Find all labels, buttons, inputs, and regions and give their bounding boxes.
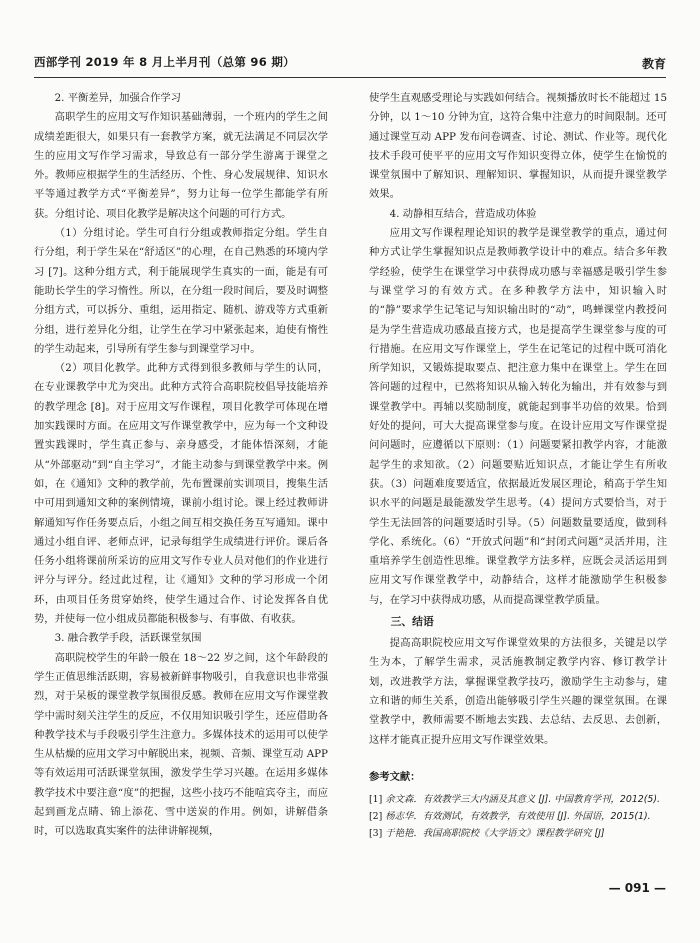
reference-number: [3] [369,828,383,840]
reference-item [369,825,667,842]
section-heading: 3. 融合教学手段，活跃课堂氛围 [54,632,202,645]
reference-number: [1] [369,794,383,806]
reference-text: 于艳艳．我国高职院校《大学语文》课程教学研究 [J] [385,828,605,840]
paragraph: 高职院校学生的年龄一般在 18～22 岁之间，这个年龄段的学生正值思维活跃期，容易被新鲜事物吸引，自我意识也非常强烈，对于呆板的课堂教学氛围很反感。教师在应用文写作课堂教学中需时刻关注学生的反应，不仅用知识吸引学生，还应借助各种教学技术与手段吸引学生注意力。多媒体技术的运用可以使学生从枯燥的应用文学习中解脱出来，视频、音频、课堂互动 APP 等有效运用可活跃课堂氛围，激发学生学习兴趣。在运用多媒体教学技术中要注意“度”的把握，这些小技巧不能喧宾夺主，而应起到画龙点睛、锦上添花、雪中送炭的作用。例如，讲解借条时，可以选取真实案件的法律讲解视频， [34,651,328,838]
running-header [34,52,666,72]
header-rule [34,77,666,78]
reference-item [369,791,667,808]
reference-text: 杨志华．有效测试，有效教学，有效使用 [J]. 外国语，2015(1). [385,811,651,823]
left-column [34,89,328,842]
section-heading: 4. 动静相互结合，营造成功体验 [389,207,537,220]
reference-text: 余文森．有效教学三大内涵及其意义 [J]. 中国教育学刊，2012(5). [385,794,661,806]
section-heading: 三、结语 [390,615,434,629]
reference-number: [2] [369,811,383,823]
paragraph: （2）项目化教学。此种方式得到很多教师与学生的认同，在专业课教学中尤为突出。此种方式符合高职院校倡导技能培养的教学理念 [8]。对于应用文写作课程，项目化教学可体现在增加实践课时方面。在应用文写作课堂教学中，应为每一个文种设置实践课时，学生真正参与、亲身感受，才能体悟深刻，才能从“外部驱动”到“自主学习”，才能主动参与到课堂教学中来。例如，在《通知》文种的教学前，先布置课前实训项目，搜集生活中可用到通知文种的案例情境，课前小组讨论。课上经过教师讲解通知写作任务要点后，小组之间互相交换任务互写通知。课中通过小组自评、老师点评，记录每组学生成绩进行评价。课后各任务小组将课前所采访的应用文写作专业人员对他们的作业进行评分与评分。经过此过程，让《通知》文种的学习形成一个闭环，由项目任务贯穿始终，使学生通过合作、讨论发挥各自优势，并使每一位小组成员都能积极参与、有事做、有收获。 [34,362,328,626]
journal-title: 西部学刊 2019 年 8 月上半月刊（总第 96 期） [34,55,295,69]
paragraph: 提高高职院校应用文写作课堂效果的方法很多，关键是以学生为本，了解学生需求，灵活施教制定教学内容、修订教学计划，改进教学方法，掌握课堂教学技巧，激励学生主动参与，建立和谐的师生关系，创造出能够吸引学生兴趣的课堂氛围。在课堂教学中，教师需要不断地去实践、去总结、去反思、去创新，这样才能真正提升应用文写作课堂效果。 [369,637,667,746]
references-list [369,791,667,842]
paragraph: 使学生直观感受理论与实践如何结合。视频播放时长不能超过 15 分钟，以 1～10 分钟为宜，这符合集中注意力的时间限制。还可通过课堂互动 APP 发布问卷调查、讨论、测试、作业等。现代化技术手段可使平平的应用文写作知识变得立体，使学生在愉悦的课堂氛围中了解知识、理解知识、掌握知识，从而提升课堂教学效果。 [369,92,667,201]
section-heading: 2. 平衡差异，加强合作学习 [54,92,181,104]
paragraph: （1）分组讨论。学生可自行分组或教师指定分组。学生自行分组，利于学生呆在“舒适区”的心理，在自己熟悉的环境内学习 [7]。这种分组方式，利于能展现学生真实的一面，能是有可能助长学生的学习惰性。所以，在分组一段时间后，要及时调整分组方式，可以拆分、重组，运用指定、随机、游戏等方式重新分组，进行差异化分组，让学生在学习中紧张起来，迫使有惰性的学生动起来，引导所有学生参与到课堂学习中。 [34,227,328,355]
page-number: — 091 — [608,881,666,895]
paragraph: 应用文写作课程理论知识的教学是课堂教学的重点，通过何种方式让学生掌握知识点是教师教学设计中的难点。结合多年教学经验，使学生在课堂学习中获得成功感与幸福感是吸引学生参与课堂学习的有效方式。在多种教学方法中，知识输入时的“静”要求学生记笔记与知识输出时的“动”，鸣蝉课堂内教授问是为学生营造成功感最直接方式，也是提高学生课堂参与度的可行措施。在应用文写作课堂上，学生在记笔记的过程中既可消化所学知识，又锻炼提取要点、把注意力集中在课堂上。学生在回答问题的过程中，已然将知识从输入转化为输出，并有效参与到课堂教学中。再辅以奖励制度，就能起到事半功倍的效果。恰到好处的提问，可大大提高课堂参与度。在设计应用文写作课堂提问问题时，应遵循以下原则：（1）问题要紧扣教学内容，才能激起学生的求知欲。（2）问题要贴近知识点，才能让学生有所收获。（3）问题难度要适宜，依据最近发展区理论，稍高于学生知识水平的问题是最能激发学生思考。（4）提问方式要恰当，对于学生无法回答的问题要适时引导。（5）问题数量要适度，做到科学化、系统化。（6）“开放式问题”和“封闭式问题”灵活并用，注重培养学生创造性思维。课堂教学方法多样，应既会灵活运用到应用文写作课堂教学中，动静结合，这样才能激励学生积极参与，在学习中获得成功感，从而提高课堂教学质量。 [369,227,667,606]
references-title: 参考文献： [369,770,421,783]
right-column [369,89,667,842]
paragraph: 高职学生的应用文写作知识基础薄弱，一个班内的学生之间成绩差距很大，如果只有一套教学方案，就无法满足不同层次学生的应用文写作学习需求，导致总有一部分学生游离于课堂之外。教师应根据学生的生活经历、个性、身心发展规律、知识水平等通过教学方式“平衡差异”，努力让每一位学生都能学有所获。分组讨论、项目化教学是解决这个问题的可行方式。 [34,111,328,220]
section-name: 教育 [641,57,666,71]
reference-item [369,808,667,825]
